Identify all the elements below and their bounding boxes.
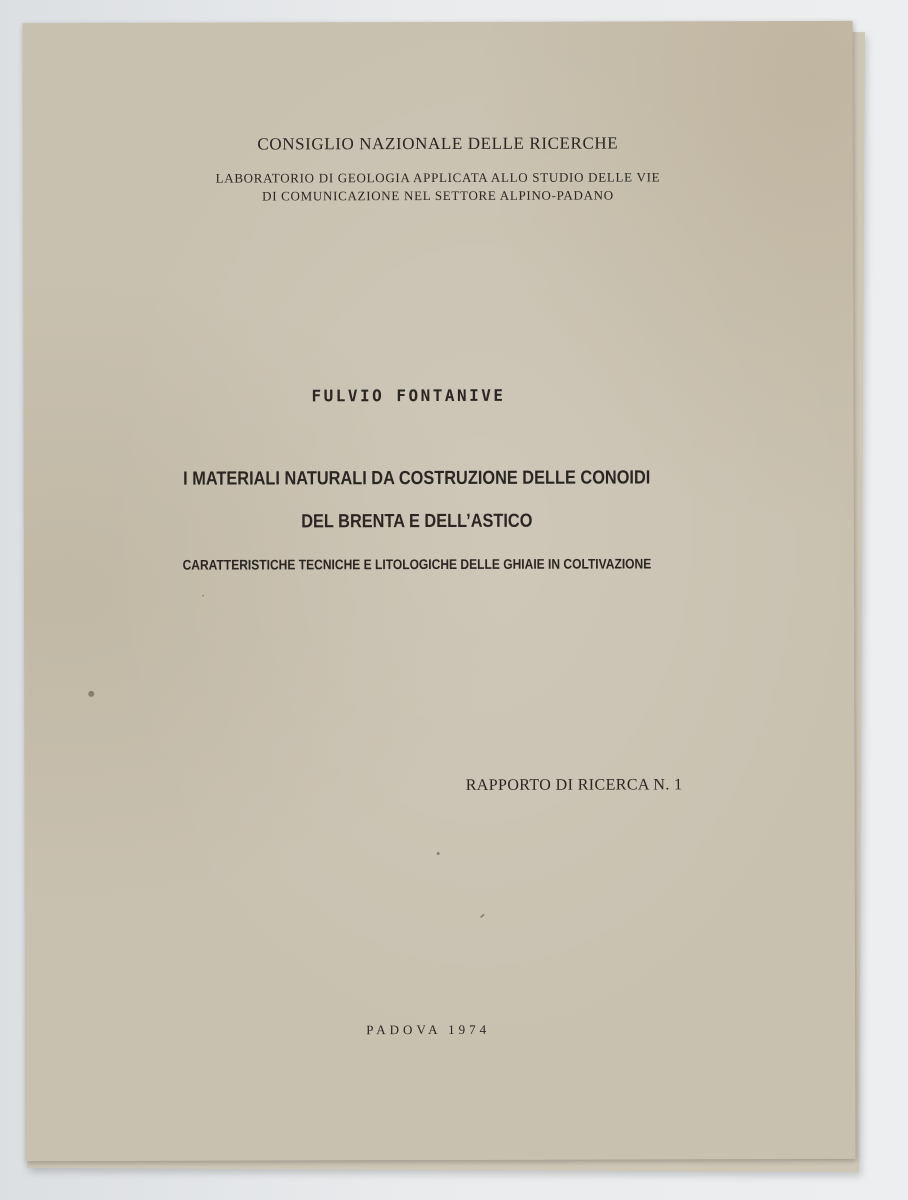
title-line-1: I MATERIALI NATURALI DA COSTRUZIONE DELLE CONOIDI: [183, 467, 651, 490]
laboratory-line-1: LABORATORIO DI GEOLOGIA APPLICATA ALLO STUDIO DELLE VIE: [215, 169, 661, 186]
author-name: FULVIO FONTANIVE: [311, 385, 506, 406]
report-number: RAPPORTO DI RICERCA N. 1: [465, 776, 683, 794]
book-cover: [23, 21, 856, 1161]
place-and-year: PADOVA 1974: [366, 1021, 491, 1038]
paper-speck: [437, 852, 440, 855]
title-line-2: DEL BRENTA E DELL’ASTICO: [301, 510, 533, 533]
subtitle: CARATTERISTICHE TECNICHE E LITOLOGICHE DELLE GHIAIE IN COLTIVAZIONE: [182, 555, 652, 573]
organization-name: CONSIGLIO NAZIONALE DELLE RICERCHE: [257, 133, 619, 154]
laboratory-line-2: DI COMUNICAZIONE NEL SETTORE ALPINO-PADANO: [262, 187, 614, 204]
paper-speck: [480, 914, 485, 919]
paper-speck: [202, 595, 204, 597]
paper-speck: [88, 691, 94, 697]
